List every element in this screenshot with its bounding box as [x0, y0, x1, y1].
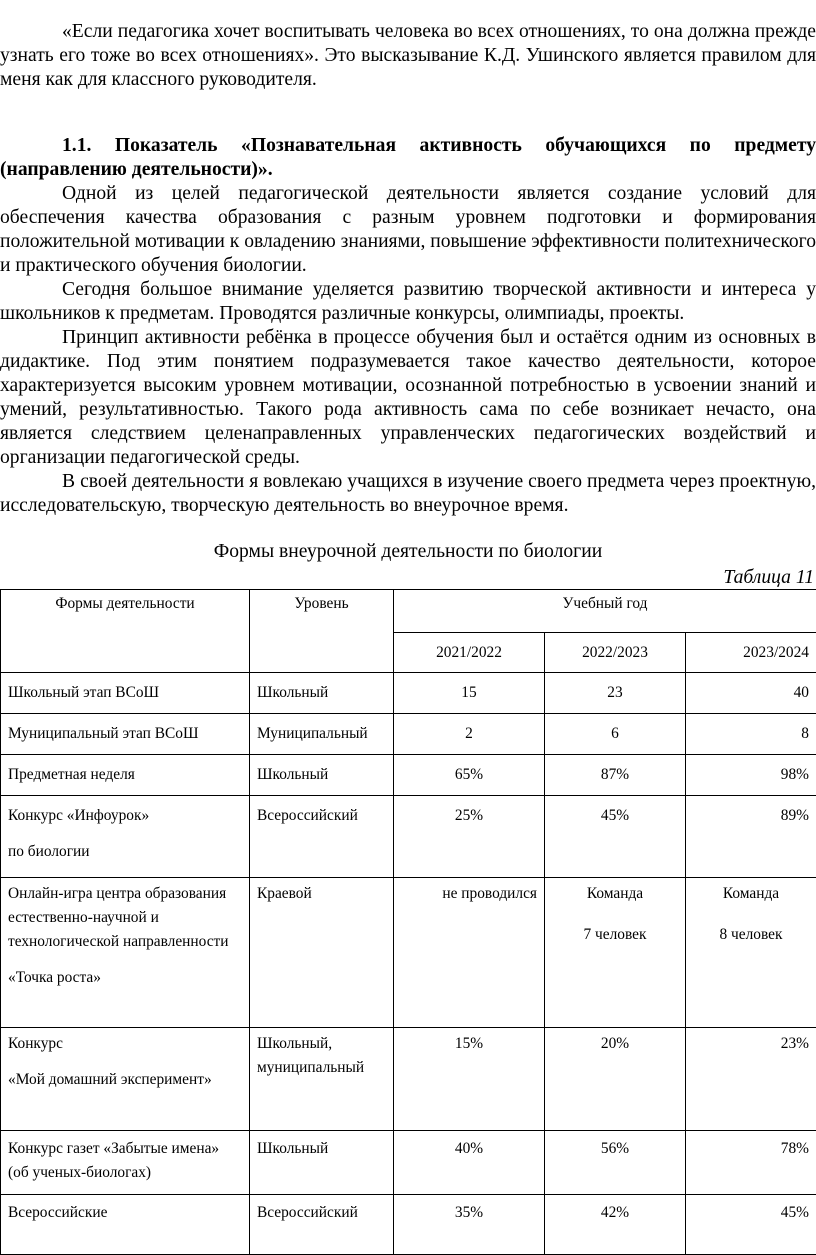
header-forms: Формы деятельности [1, 590, 250, 673]
section-heading: 1.1. Показатель «Познавательная активность обучающихся по предмету (направлению деятельности)». [0, 134, 816, 182]
header-level: Уровень [250, 590, 394, 673]
cell-value: 15% [394, 1028, 545, 1131]
paragraph-activity-principle: Принцип активности ребёнка в процессе обучения был и остаётся одним из основных в дидактике. Под этим понятием подразумевается такое качество деятельности, которое характеризуется высоким уровнем мотивации, осознанной потребностью в усвоении знаний и умений, результативностью. Такого рода активность сама по себе возникает нечасто, она является следствием целенаправленных управленческих педагогических воздействий и организации педагогической среды. [0, 326, 816, 470]
header-year-2023: 2023/2024 [686, 633, 816, 673]
cell-form: Муниципальный этап ВСоШ [1, 714, 250, 755]
header-year-2021: 2021/2022 [394, 633, 545, 673]
paragraph-creativity: Сегодня большое внимание уделяется развитию творческой активности и интереса у школьников к предметам. Проводятся различные конкурсы, олимпиады, проекты. [0, 278, 816, 326]
cell-value: 56% [545, 1131, 686, 1195]
table-row [1, 1195, 816, 1255]
cell-form [1, 796, 250, 878]
cell-value-line: 7 человек [584, 926, 647, 943]
cell-value: 25% [394, 796, 545, 878]
cell-value: 2 [394, 714, 545, 755]
cell-value: 42% [545, 1195, 686, 1255]
table-row [1, 796, 816, 878]
cell-value: 40% [394, 1131, 545, 1195]
table-row [1, 878, 816, 1028]
header-year-2022: 2022/2023 [545, 633, 686, 673]
cell-value: 23% [686, 1028, 816, 1131]
cell-form-line: по биологии [8, 843, 90, 860]
cell-level: Муниципальный [250, 714, 394, 755]
cell-form [1, 878, 250, 1028]
cell-level: Школьный [250, 755, 394, 796]
cell-value: 15 [394, 673, 545, 714]
cell-form: Предметная неделя [1, 755, 250, 796]
cell-value: не проводился [394, 878, 545, 1028]
paragraph-goals: Одной из целей педагогической деятельности является создание условий для обеспечения качества образования с разным уровнем подготовки и формирования положительной мотивации к овладению знаниями, повышение эффективности политехнического и практического обучения биологии. [0, 182, 816, 278]
cell-level: Школьный [250, 1131, 394, 1195]
cell-form [1, 1028, 250, 1131]
cell-level: Всероссийский [250, 1195, 394, 1255]
header-school-year: Учебный год [394, 590, 816, 633]
cell-value: 65% [394, 755, 545, 796]
cell-value: 40 [686, 673, 816, 714]
table-row [1, 673, 816, 714]
cell-value: 45% [686, 1195, 816, 1255]
cell-level: Краевой [250, 878, 394, 1028]
cell-value: 8 [686, 714, 816, 755]
table-caption: Формы внеурочной деятельности по биологии [0, 540, 816, 564]
cell-form-line: Онлайн-игра центра образования естественно-научной и технологической направленности [8, 885, 229, 950]
cell-form-line: Конкурс [8, 1035, 63, 1052]
cell-value: 23 [545, 673, 686, 714]
cell-value [686, 878, 816, 1028]
cell-value-line: 8 человек [720, 926, 783, 943]
cell-form: Конкурс газет «Забытые имена» (об ученых-биологах) [1, 1131, 250, 1195]
cell-value: 45% [545, 796, 686, 878]
paragraph-involvement: В своей деятельности я вовлекаю учащихся в изучение своего предмета через проектную, исследовательскую, творческую деятельность во внеурочное время. [0, 470, 816, 518]
cell-level: Школьный [250, 673, 394, 714]
cell-form: Всероссийские [1, 1195, 250, 1255]
cell-form-line: «Точка роста» [8, 969, 101, 986]
table-row [1, 1028, 816, 1131]
cell-value: 78% [686, 1131, 816, 1195]
cell-value: 20% [545, 1028, 686, 1131]
table-row [1, 1131, 816, 1195]
cell-value: 6 [545, 714, 686, 755]
cell-form: Школьный этап ВСоШ [1, 673, 250, 714]
table-row [1, 714, 816, 755]
cell-value-line: Команда [587, 885, 643, 902]
table-number: Таблица 11 [723, 566, 814, 590]
cell-value: 98% [686, 755, 816, 796]
table-row [1, 755, 816, 796]
cell-value [545, 878, 686, 1028]
cell-value: 89% [686, 796, 816, 878]
cell-level: Школьный, муниципальный [250, 1028, 394, 1131]
activities-table [0, 589, 816, 1255]
cell-form-line: «Мой домашний эксперимент» [8, 1071, 212, 1088]
cell-value: 87% [545, 755, 686, 796]
cell-value-line: Команда [723, 885, 779, 902]
table-header-row [1, 590, 816, 633]
cell-value: 35% [394, 1195, 545, 1255]
cell-form-line: Конкурс «Инфоурок» [8, 807, 149, 824]
quote-paragraph: «Если педагогика хочет воспитывать человека во всех отношениях, то она должна прежде узнать его тоже во всех отношениях». Это высказывание К.Д. Ушинского является правилом для меня как для классного руководителя. [0, 20, 816, 92]
cell-level: Всероссийский [250, 796, 394, 878]
